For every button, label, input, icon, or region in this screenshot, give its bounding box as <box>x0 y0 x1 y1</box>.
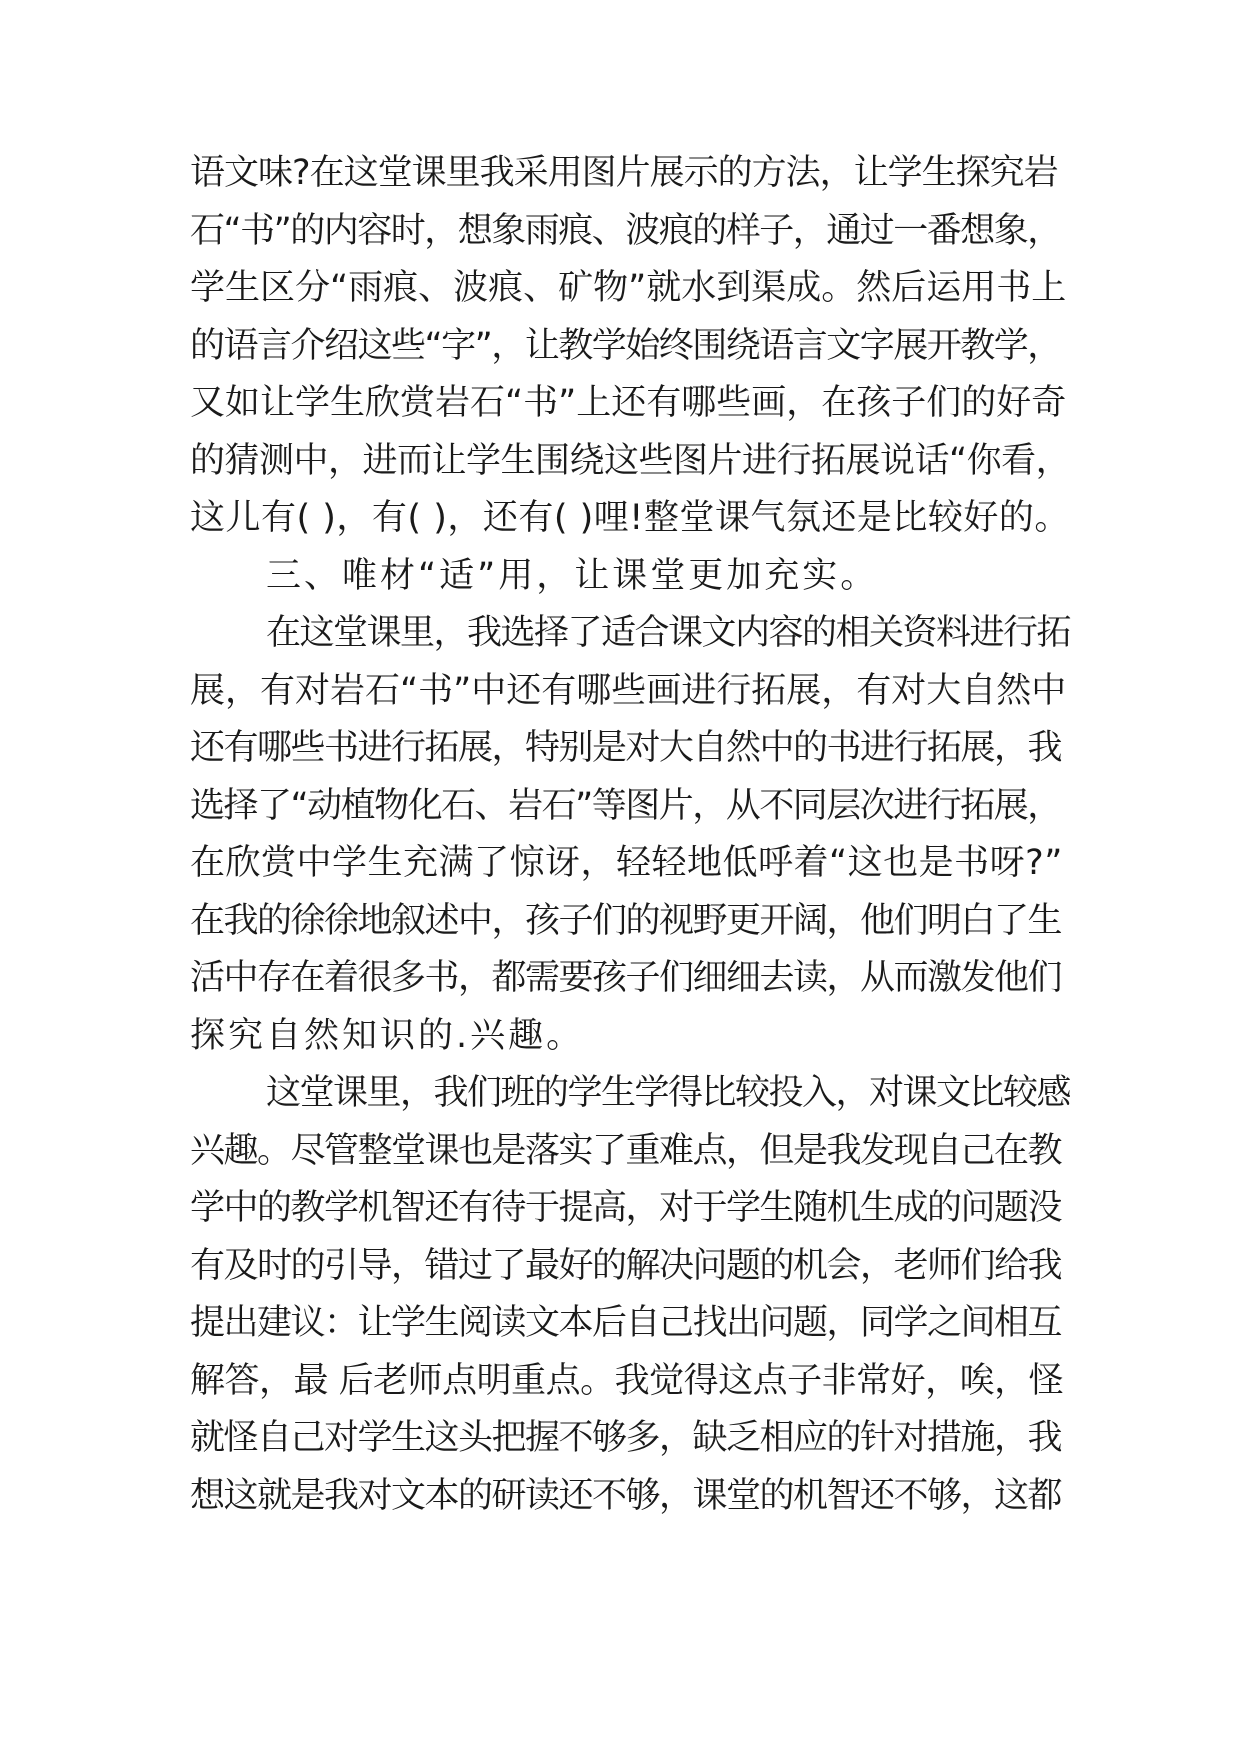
text-line: 兴趣。尽管整堂课也是落实了重难点，但是我发现自己在教 <box>190 1130 1062 1171</box>
text-line: 探究自然知识的.兴趣。 <box>190 1015 585 1056</box>
text-line: 展，有对岩石“书”中还有哪些画进行拓展，有对大自然中 <box>190 670 1067 711</box>
text-line: 学中的教学机智还有待于提高，对于学生随机生成的问题没 <box>190 1188 1062 1228</box>
text-line: 学生区分“雨痕、波痕、矿物”就水到渠成。然后运用书上 <box>190 268 1067 308</box>
text-line: 在我的徐徐地叙述中，孩子们的视野更开阔，他们明白了生 <box>190 900 1062 941</box>
text-line: 又如让学生欣赏岩石“书”上还有哪些画，在孩子们的好奇 <box>190 383 1067 423</box>
text-line: 在这堂课里，我选择了适合课文内容的相关资料进行拓 <box>266 613 1071 653</box>
text-line: 就怪自己对学生这头把握不够多，缺乏相应的针对措施，我 <box>190 1418 1062 1458</box>
text-line: 三、唯材“适”用，让课堂更加充实。 <box>266 555 879 596</box>
text-line: 提出建议：让学生阅读文本后自己找出问题，同学之间相互 <box>190 1303 1062 1343</box>
text-line: 石“书”的内容时，想象雨痕、波痕的样子，通过一番想象， <box>190 210 1061 251</box>
text-line: 的猜测中，进而让学生围绕这些图片进行拓展说话“你看， <box>190 440 1071 481</box>
text-line: 语文味?在这堂课里我采用图片展示的方法，让学生探究岩 <box>190 153 1058 193</box>
text-line: 有及时的引导，错过了最好的解决问题的机会，老师们给我 <box>190 1245 1062 1286</box>
text-line: 这儿有( )，有( )，还有( )哩!整堂课气氛还是比较好的。 <box>190 498 1070 538</box>
text-line: 这堂课里，我们班的学生学得比较投入，对课文比较感 <box>266 1073 1071 1113</box>
text-line: 在欣赏中学生充满了惊讶，轻轻地低呼着“这也是书呀?” <box>190 843 1063 883</box>
text-line: 还有哪些书进行拓展，特别是对大自然中的书进行拓展，我 <box>190 728 1062 768</box>
text-line: 选择了“动植物化石、岩石”等图片，从不同层次进行拓展， <box>190 785 1061 826</box>
text-line: 的语言介绍这些“字”，让教学始终围绕语言文字展开教学， <box>190 325 1061 366</box>
text-line: 想这就是我对文本的研读还不够，课堂的机智还不够，这都 <box>190 1475 1062 1516</box>
text-line: 活中存在着很多书，都需要孩子们细细去读，从而激发他们 <box>190 958 1062 998</box>
text-line: 解答，最 后老师点明重点。我觉得这点子非常好，唉，怪 <box>190 1360 1064 1401</box>
document-body <box>190 145 1070 1525</box>
